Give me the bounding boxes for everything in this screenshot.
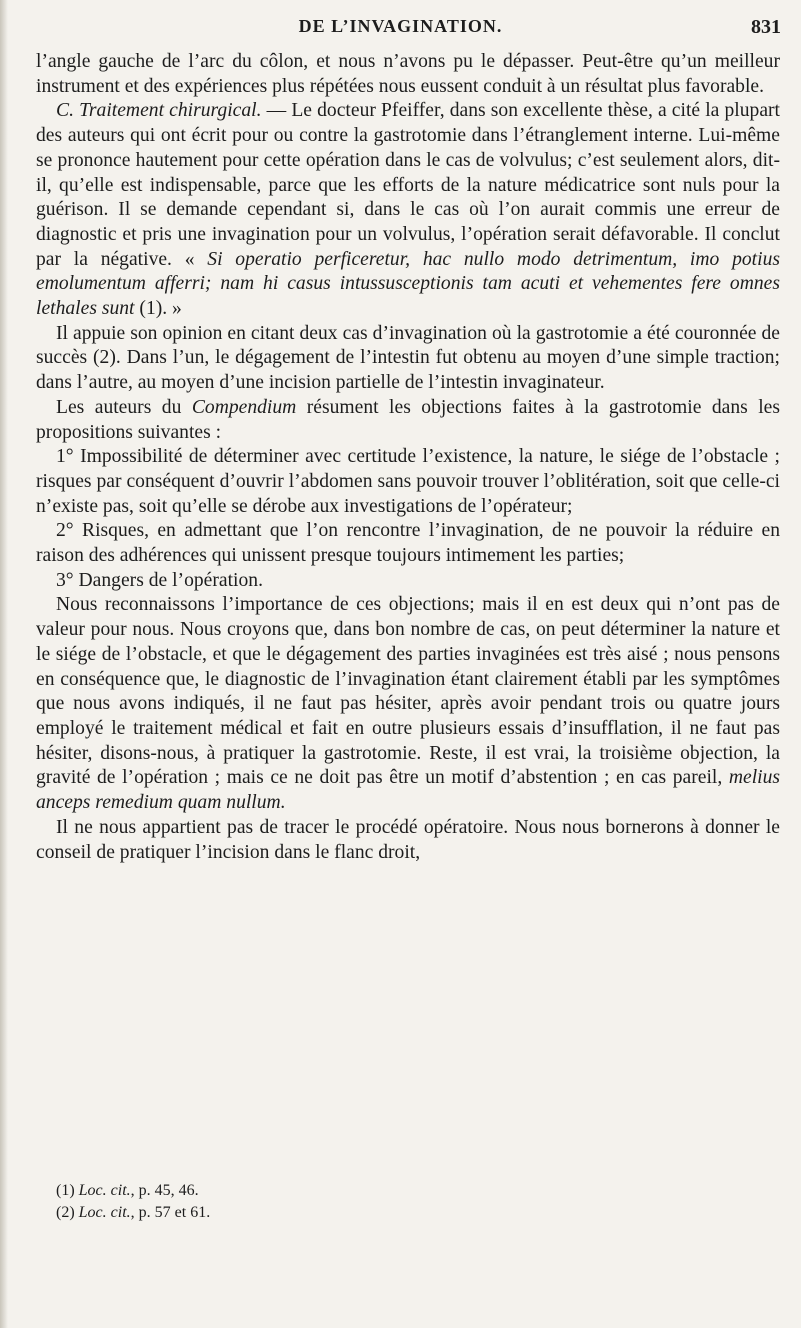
footnote-text: , p. 57 et 61. [130,1204,211,1221]
footnote-number: (1) [56,1182,79,1199]
latin-quote: Si operatio perficeretur, hac nullo modo detrimentum, imo potius emolumentum afferri; nam hi casus intussusceptionis tam acuti et vehementes fere omnes lethales sunt [36,248,780,320]
running-title: DE L’INVAGINATION. [298,16,503,36]
paragraph-text: (1). » [134,298,182,320]
paragraph: l’angle gauche de l’arc du côlon, et nous n’avons pu le dépasser. Peut-être qu’un meilleur instrument et des expériences plus répétées nous eussent conduit à un résultat plus favorable. [36,51,780,97]
paragraph: Il ne nous appartient pas de tracer le procédé opératoire. Nous nous bornerons à donner le conseil de pratiquer l’incision dans le flanc droit, [36,816,780,863]
paragraph: Il appuie son opinion en citant deux cas d’invagination où la gastrotomie a été couronnée de succès (2). Dans l’un, le dégagement de l’intestin fut obtenu au moyen d’une simple traction; dans l’autre, au moyen d’une incision partielle de l’intestin invaginateur. [36,322,780,394]
paragraph [36,99,780,321]
footnote-text: , p. 45, 46. [130,1182,199,1199]
footnotes [56,1180,776,1224]
list-item: 2° Risques, en admettant que l’on rencontre l’invagination, de ne pouvoir la réduire en raison des adhérences qui unissent presque toujours intimement les parties; [36,520,780,567]
page-number: 831 [751,16,781,38]
list-item: 3° Dangers de l’opération. [56,569,263,591]
footnote [56,1202,776,1224]
binding-shadow [0,0,8,1328]
paragraph [36,593,780,815]
work-title: Compendium [191,396,297,418]
footnote [56,1180,776,1202]
paragraph-text: résument les objections faites à la gastrotomie dans les propositions suivantes : [36,396,780,443]
footnote-citation: Loc. cit. [78,1182,131,1199]
body-text [36,50,780,865]
paragraph [36,396,780,445]
paragraph-text: — Le docteur Pfeiffer, dans son excellente thèse, a cité la plupart des auteurs qui ont écrit pour ou contre la gastrotomie dans l’étranglement interne. Lui-même se prononce hautement pour cette opération dans le cas de volvulus; c’est seulement alors, dit-il, qu’elle est indispensable, parce que les efforts de la nature médicatrice sont nuls pour la guérison. Il se demande cependant si, dans le cas où l’on aurait commis une erreur de diagnostic et pris une invagination pour un volvulus, l’opération serait défavorable. Il conclut par la négative. « [36,100,780,270]
paragraph-text: Nous reconnaissons l’importance de ces objections; mais il en est deux qui n’ont pas de valeur pour nous. Nous croyons que, dans bon nombre de cas, on peut déterminer la nature et le siége de l’obstacle, et que le dégagement des parties invaginées est très aisé ; nous pensons en conséquence que, le diagnostic de l’invagination étant clairement établi par les symptômes que nous avons indiqués, il ne faut pas hésiter, après avoir pendant trois ou quatre jours employé le traitement médical et fait en outre plusieurs essais d’insufflation, il ne faut pas hésiter, disons-nous, à pratiquer la gastrotomie. Reste, il est vrai, la troisième objection, la gravité de l’opération ; mais ce ne doit pas être un motif d’abstention ; en cas pareil, [36,594,780,789]
latin-phrase: melius anceps remedium quam nullum. [36,767,780,814]
running-head [0,12,801,42]
list-item: 1° Impossibilité de déterminer avec certitude l’existence, la nature, le siége de l’obstacle ; risques par conséquent d’ouvrir l’abdomen sans pouvoir trouver l’oblitération, soit que celle-ci n’existe pas, soit qu’elle se dérobe aux investigations de l’opérateur; [36,446,780,517]
footnote-citation: Loc. cit. [78,1204,131,1221]
footnote-number: (2) [56,1204,79,1221]
paragraph-text: Les auteurs du [56,396,192,418]
section-heading: C. Traitement chirurgical. [56,100,262,122]
